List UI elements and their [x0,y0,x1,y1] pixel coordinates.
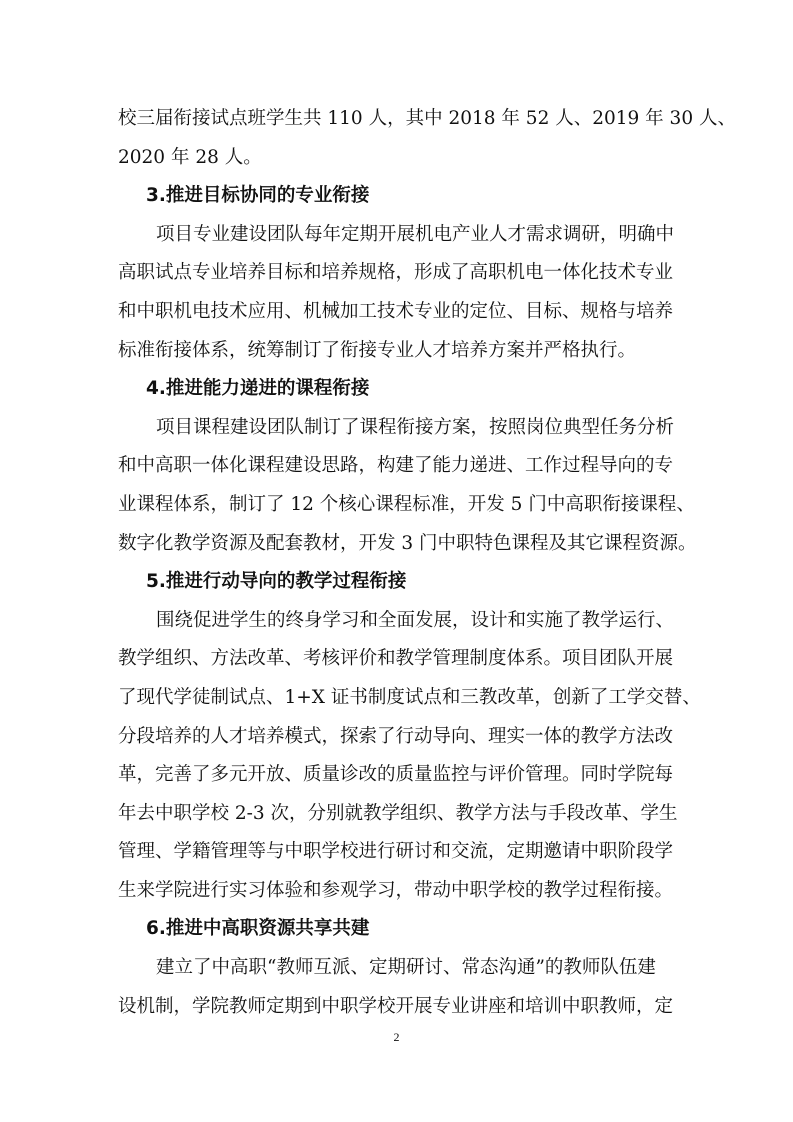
paragraph-line: 项目课程建设团队制订了课程衔接方案，按照岗位典型任务分析 [156,416,675,438]
paragraph-line: 建立了中高职“教师互派、定期研讨、常态沟通”的教师队伍建 [156,957,656,979]
paragraph-line: 了现代学徒制试点、1+X 证书制度试点和三教改革，创新了工学交替、 [118,686,701,708]
section-heading: 3.推进目标协同的专业衔接 [146,185,370,207]
paragraph-line: 业课程体系，制订了 12 个核心课程标准，开发 5 门中高职衔接课程、 [118,493,695,515]
paragraph-line: 标准衔接体系，统筹制订了衔接专业人才培养方案并严格执行。 [118,339,637,361]
paragraph-line: 管理、学籍管理等与中职学校进行研讨和交流，定期邀请中职阶段学 [118,841,674,863]
paragraph-line: 2020 年 28 人。 [118,146,262,168]
paragraph-line: 生来学院进行实习体验和参观学习，带动中职学校的教学过程衔接。 [118,879,674,901]
paragraph-line: 分段培养的人才培养模式，探索了行动导向、理实一体的教学方法改 [118,725,674,747]
section-heading: 6.推进中高职资源共享共建 [146,918,370,940]
section-heading: 5.推进行动导向的教学过程衔接 [146,571,407,593]
paragraph-line: 围绕促进学生的终身学习和全面发展，设计和实施了教学运行、 [156,609,675,631]
paragraph-line: 数字化教学资源及配套教材，开发 3 门中职特色课程及其它课程资源。 [118,532,697,554]
paragraph-line: 教学组织、方法改革、考核评价和教学管理制度体系。项目团队开展 [118,648,674,670]
page-number: 2 [393,1030,400,1044]
paragraph-line: 校三届衔接试点班学生共 110 人，其中 2018 年 52 人、2019 年 30 人、 [118,108,736,129]
paragraph-line: 设机制，学院教师定期到中职学校开展专业讲座和培训中职教师，定 [118,995,674,1017]
paragraph-line: 革，完善了多元开放、质量诊改的质量监控与评价管理。同时学院每 [118,764,674,786]
paragraph-line: 和中职机电技术应用、机械加工技术专业的定位、目标、规格与培养 [118,300,674,322]
document-body [118,100,736,1026]
paragraph-line: 项目专业建设团队每年定期开展机电产业人才需求调研，明确中 [156,223,675,245]
paragraph-line: 高职试点专业培养目标和培养规格，形成了高职机电一体化技术专业 [118,262,674,284]
section-heading: 4.推进能力递进的课程衔接 [146,378,370,400]
paragraph-line: 和中高职一体化课程建设思路，构建了能力递进、工作过程导向的专 [118,455,674,477]
paragraph-line: 年去中职学校 2-3 次，分别就教学组织、教学方法与手段改革、学生 [118,802,678,824]
